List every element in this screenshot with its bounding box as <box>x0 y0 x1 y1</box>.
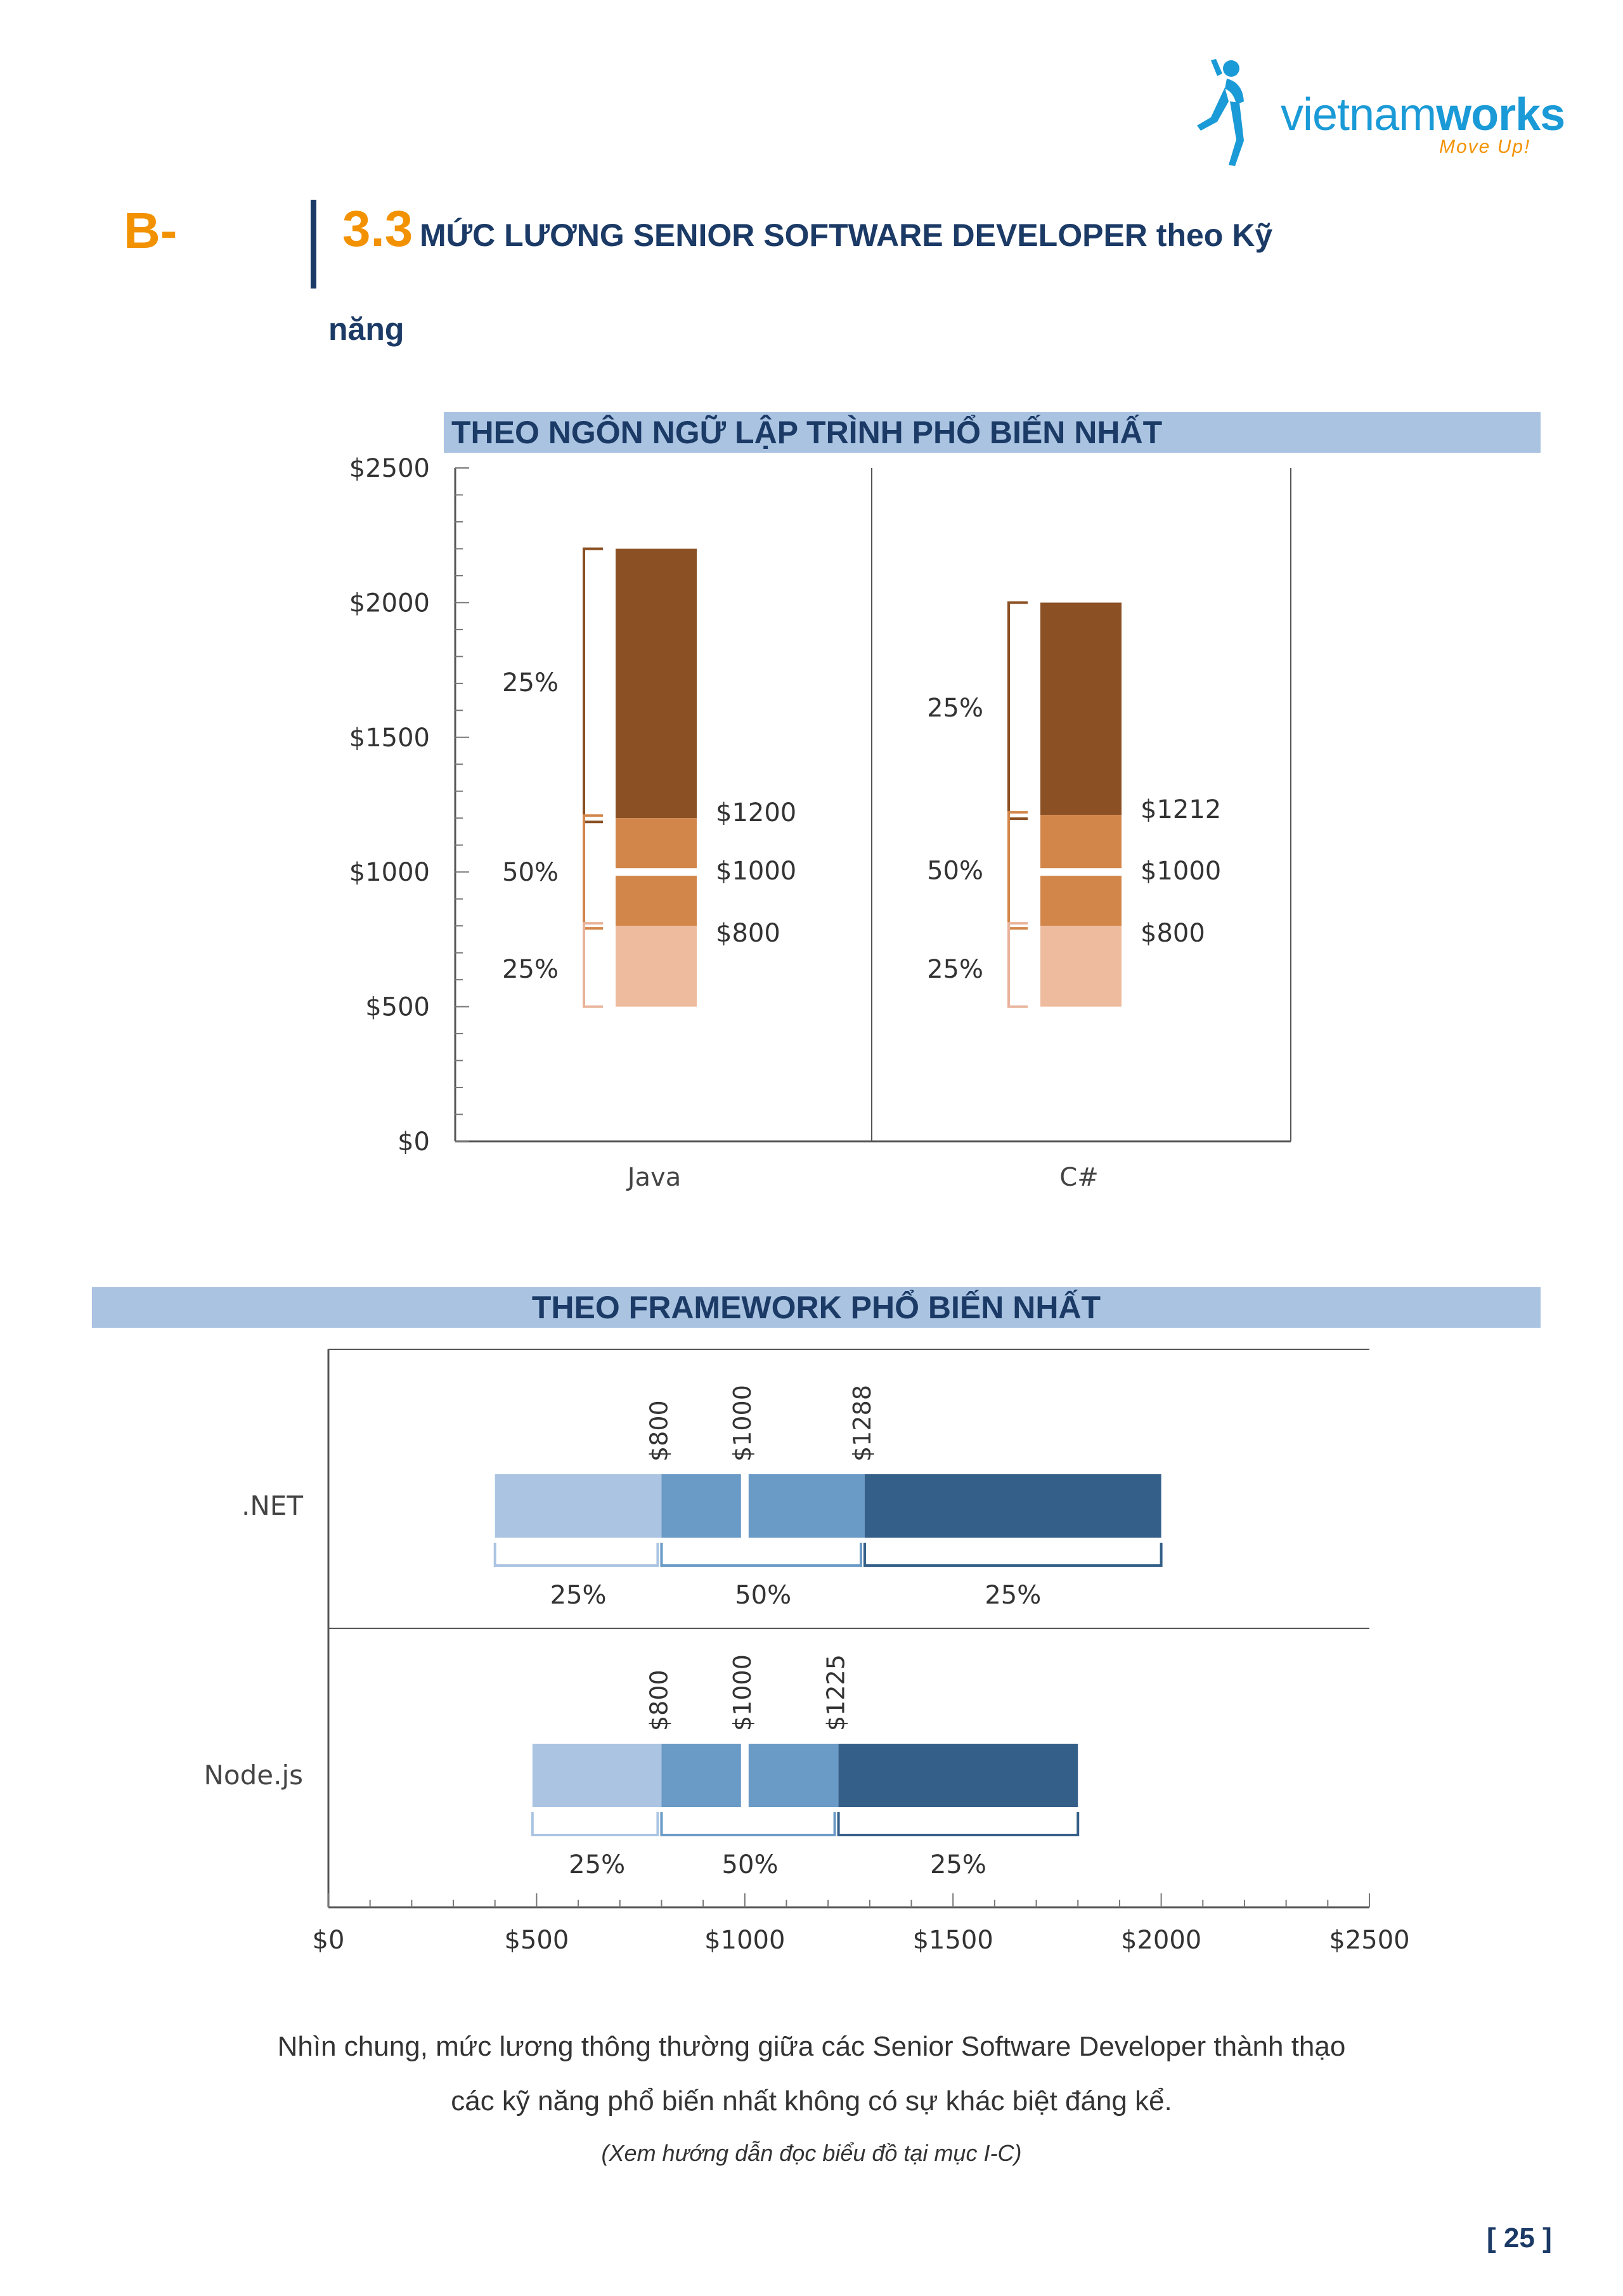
bar-upper-middle <box>749 1474 865 1538</box>
bracket-bottom-label: 25% <box>502 954 559 984</box>
q1-label: $800 <box>1141 919 1205 949</box>
bracket-top <box>1009 602 1028 819</box>
bracket-bottom <box>1009 923 1028 1006</box>
x-tick-label: $1000 <box>704 1926 786 1955</box>
bracket-right-label: 25% <box>985 1581 1042 1610</box>
chart-reading-note: (Xem hướng dẫn đọc biểu đồ tại mục I-C) <box>601 2140 1022 2166</box>
chart2-title: THEO FRAMEWORK PHỔ BIẾN NHẤT <box>92 1287 1541 1328</box>
q1-label: $800 <box>645 1400 673 1462</box>
q1-label: $800 <box>645 1670 673 1731</box>
bracket-left-label: 25% <box>550 1581 607 1610</box>
x-tick-label: $1500 <box>912 1926 993 1955</box>
q3-label: $1288 <box>848 1385 876 1462</box>
x-tick-label: $2000 <box>1120 1926 1202 1955</box>
section-letter: B- <box>124 202 178 259</box>
bracket-left <box>533 1812 658 1835</box>
bar-high-quartile <box>839 1744 1078 1807</box>
bar-lower-middle <box>661 1474 740 1538</box>
bracket-middle-label: 50% <box>735 1581 792 1610</box>
y-tick-label: $2000 <box>349 588 430 618</box>
section-title: MỨC LƯƠNG SENIOR SOFTWARE DEVELOPER theo Kỹ <box>420 217 1273 253</box>
bracket-right <box>865 1543 1161 1566</box>
bar-low-quartile <box>533 1744 662 1807</box>
summary-text <box>127 2020 1496 2129</box>
y-tick-label: $1000 <box>349 858 430 888</box>
y-tick-label: $500 <box>365 992 430 1022</box>
bracket-bottom-label: 25% <box>927 954 983 984</box>
bracket-right <box>839 1812 1078 1835</box>
chart1-title: THEO NGÔN NGỮ LẬP TRÌNH PHỔ BIẾN NHẤT <box>444 412 1541 453</box>
bar-top-quartile <box>1040 602 1122 815</box>
bracket-middle <box>661 1812 834 1835</box>
median-label: $1000 <box>716 857 797 886</box>
y-tick-label: $1500 <box>349 723 430 753</box>
bar-top-quartile <box>616 548 697 818</box>
section-title-continued: năng <box>328 311 404 347</box>
median-label: $1000 <box>728 1654 756 1731</box>
bar-lower-middle <box>661 1744 740 1807</box>
x-tick-label: $500 <box>504 1926 569 1955</box>
category-label: Java <box>627 1163 682 1192</box>
bar-low-quartile <box>495 1474 662 1538</box>
bracket-middle <box>584 815 603 928</box>
category-label: Node.js <box>204 1760 303 1791</box>
bracket-top <box>584 548 603 822</box>
logo-tagline: Move Up! <box>1439 136 1531 157</box>
page-number-value: 25 <box>1503 2222 1535 2254</box>
bracket-middle-label: 50% <box>502 858 559 888</box>
bracket-middle <box>1009 812 1028 928</box>
bar-upper-middle <box>749 1744 839 1807</box>
section-number: 3.3 <box>342 200 413 257</box>
median-label: $1000 <box>728 1385 756 1462</box>
bracket-left-label: 25% <box>569 1850 626 1879</box>
bar-upper-middle <box>1040 815 1122 868</box>
bar-upper-middle <box>616 818 697 868</box>
q3-label: $1200 <box>716 798 797 828</box>
q1-label: $800 <box>716 919 780 949</box>
category-label: C# <box>1059 1163 1099 1192</box>
bracket-left <box>495 1543 658 1566</box>
bracket-bottom <box>584 923 603 1006</box>
bar-lower-middle <box>1040 876 1122 926</box>
bar-high-quartile <box>865 1474 1161 1538</box>
x-tick-label: $0 <box>312 1926 345 1955</box>
bar-bottom-quartile <box>616 926 697 1006</box>
bar-lower-middle <box>616 876 697 926</box>
y-tick-label: $2500 <box>349 454 430 483</box>
bracket-middle <box>661 1543 861 1566</box>
bracket-right-label: 25% <box>929 1850 986 1879</box>
bar-bottom-quartile <box>1040 926 1122 1006</box>
bracket-middle-label: 50% <box>721 1850 779 1879</box>
page-number: [ 25 ] <box>1487 2222 1552 2254</box>
bracket-middle-label: 50% <box>927 856 983 886</box>
bracket-top-label: 25% <box>502 668 559 697</box>
category-label: .NET <box>242 1490 303 1521</box>
x-tick-label: $2500 <box>1329 1926 1410 1955</box>
summary-line-2: các kỹ năng phổ biến nhất không có sự khác biệt đáng kể. <box>451 2085 1172 2117</box>
y-tick-label: $0 <box>398 1127 430 1157</box>
q3-label: $1225 <box>822 1654 850 1731</box>
median-label: $1000 <box>1141 857 1222 886</box>
q3-label: $1212 <box>1141 795 1222 825</box>
logo-wordmark: vietnamworks <box>1281 89 1565 140</box>
summary-line-1: Nhìn chung, mức lương thông thường giữa các Senior Software Developer thành thạo <box>277 2031 1346 2062</box>
bracket-top-label: 25% <box>927 693 983 723</box>
